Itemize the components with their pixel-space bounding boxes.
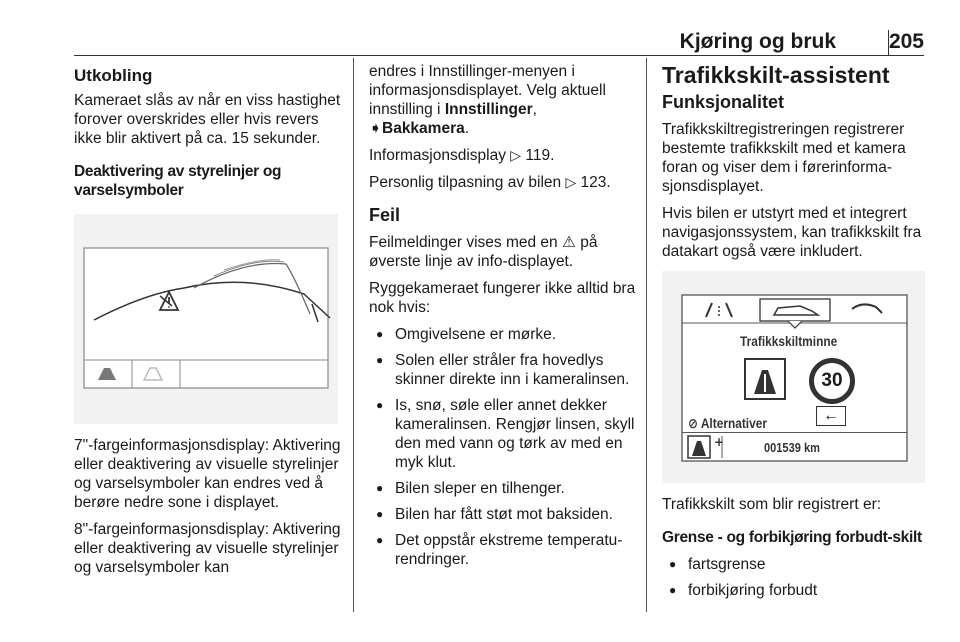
column-2 [369, 62, 637, 576]
page-number: 205 [888, 30, 924, 53]
paragraph [369, 233, 637, 271]
section-heading-utkobling: Utkobling [74, 66, 153, 85]
text: Informasjonsdisplay [369, 147, 511, 164]
bullet-list [369, 325, 637, 569]
odometer-row [682, 432, 907, 461]
svg-text:+: + [714, 435, 725, 449]
text: på øverste linje av info-displayet. [369, 234, 598, 270]
page-header-title: Kjøring og bruk [679, 30, 836, 53]
back-button[interactable] [816, 406, 846, 426]
menu-path-innstillinger: Innstillinger [444, 101, 533, 118]
column-divider-1 [353, 58, 354, 612]
paragraph: Ryggekameraet fungerer ikke alltid bra nok hvis: [369, 280, 636, 316]
text: Feilmeldinger vises med en [369, 234, 562, 251]
camera-display-illustration [74, 214, 338, 424]
list-item: ● Det oppstår ekstreme temperaturendringer. [369, 531, 637, 569]
subheading-funksjonalitet: Funksjonalitet [662, 92, 785, 112]
sign-category-label: Grense - og forbikjøring forbudt-skilt [662, 529, 922, 546]
list-item: ● forbikjøring forbudt [662, 581, 928, 600]
header-rule [74, 55, 924, 56]
back-arrow-icon: ← [823, 407, 839, 424]
alternatives-option[interactable] [688, 414, 767, 433]
list-item: ● Bilen sleper en tilhenger. [369, 479, 637, 498]
column-divider-2 [646, 58, 647, 612]
list-item: ● Solen eller stråler fra hovedlys skinner direkte inn i kameralinsen. [369, 351, 637, 389]
text: Personlig tilpasning av bilen [369, 174, 566, 191]
car-tab [760, 299, 830, 321]
text: . [464, 120, 470, 137]
paragraph: 8"-fargeinformasjonsdisplay: Aktivering eller deaktivering av visuelle styrelinjer og varselsymboler kan [74, 521, 341, 576]
page-reference: 123. [576, 174, 611, 191]
text: endres i Innstillinger-menyen i informasjonsdisplayet. Velg aktuell innstilling i [369, 63, 606, 118]
cross-reference [369, 146, 637, 165]
arrow-icon: ➧ [369, 120, 382, 137]
paragraph: 7"-fargeinformasjonsdisplay: Aktivering eller deaktivering av visuelle styrelinjer og varselsymboler kan endres ved å berøre nedre sone i displayet. [74, 437, 341, 511]
menu-path-bakkamera: Bakkamera [382, 120, 465, 137]
speed-limit-sign [809, 358, 855, 404]
bullet-list [662, 555, 928, 600]
list-item: ● Bilen har fått støt mot baksiden. [369, 505, 637, 524]
display-title: Trafikkskiltminne [740, 333, 838, 349]
paragraph: Trafikkskiltregistreringen registrerer bestemte trafikkskilt med et kamera foran og viser dem i førerinformasjonsdisplayet. [662, 121, 906, 195]
check-circle-icon: ⊘ [688, 415, 698, 431]
motorway-sign-icon [744, 358, 786, 400]
paragraph: Kameraet slås av når en viss hastighet forover overskrides eller hvis revers ikke blir aktivert på ca. 15 sekunder. [74, 92, 341, 147]
odometer-value: 001539 km [764, 440, 820, 455]
column-1 [74, 62, 342, 585]
column-3 [662, 62, 928, 607]
paragraph: Hvis bilen er utstyrt med et integrert navigasjonssystem, kan trafikkskilt fra datakart også være inkludert. [662, 205, 922, 260]
cross-reference [369, 173, 637, 192]
list-item: ● Omgivelsene er mørke. [369, 325, 637, 344]
alternatives-label: Alternativer [700, 415, 767, 431]
section-heading-feil: Feil [369, 205, 401, 225]
camera-guideline-figure [74, 214, 338, 424]
paragraph [369, 62, 637, 138]
list-item: ● Is, snø, søle eller annet dekker kameralinsen. Rengjør linsen, skyll den med vann og tørk av med en myk klut. [369, 396, 637, 472]
warning-icon: ⚠ [561, 234, 576, 251]
speed-limit-value: 30 [821, 370, 843, 391]
list-item: ● fartsgrense [662, 555, 928, 574]
reference-icon: ▷ [510, 147, 522, 163]
reference-icon: ▷ [565, 174, 577, 190]
subheading-deaktivering: Deaktivering av styrelinjer og varselsymboler [74, 163, 282, 199]
text: , [532, 101, 537, 118]
paragraph: Trafikkskilt som blir registrert er: [662, 496, 882, 513]
section-heading-trafikkskilt: Trafikkskilt-assistent [662, 62, 890, 88]
page-reference: 119. [521, 147, 555, 164]
